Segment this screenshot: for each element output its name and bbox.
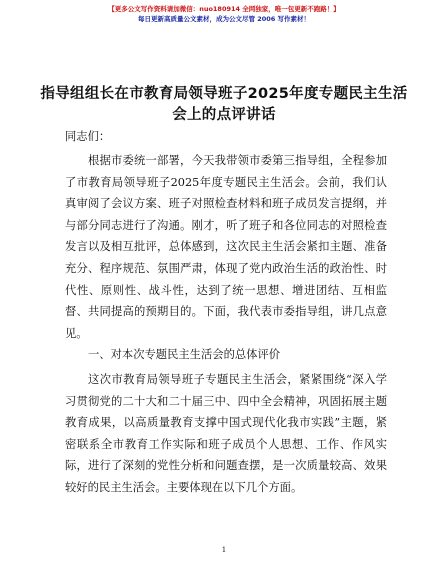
promo-banner-line-2: 每日更新高质量公文素材，成为公文尽管 2006 写作素材！ [137, 15, 311, 23]
paragraph-text: 根据市委统一部署，今天我带领市委第三指导组，全程参加了市教育局领导班子2025年度专题民主生活会。会前，我们认真审阅了会议方案、班子对照检查材料和班子成员发言提纲，并与部分同志进行了沟通。刚才，听了班子和各位同志的对照检查发言以及相互批评，总体感到，这次民主生活会紧扣主题、准备充分、程序规范、氛围严肃，体现了党内政治生活的政治性、时代性、原则性、战斗性，达到了统一思想、增进团结、互相监督、共同提高的预期目的。下面，我代表市委指导组，讲几点意见。 [65, 154, 387, 340]
salutation: 同志们： [65, 130, 111, 143]
paragraph-text: 这次市教育局领导班子专题民主生活会，紧紧围绕“深入学习贯彻党的二十大和二十届三中、四中全会精神，巩固拓展主题教育成果，以高质量教育支撑中国式现代化我市实践”主题，紧密联系全市教育工作实际和班子成员个人思想、工作、作风实际，进行了深刻的党性分析和问题查摆，是一次质量较高、效果较好的民主生活会。主要体现在以下几个方面。 [65, 373, 387, 494]
promo-banner [0, 4, 448, 24]
body-paragraph-2 [65, 369, 387, 499]
promo-banner-line-1: 【更多公文写作资料请加微信：nuo180914 全网独家，唯一包更新不跑路！】 [108, 5, 340, 13]
document-title: 指导组组长在市教育局领导班子2025年度专题民主生活会上的点评讲话 [40, 86, 408, 123]
page-number: 1 [221, 546, 227, 554]
section-heading-1: 一、对本次专题民主生活会的总体评价 [88, 348, 281, 361]
body-paragraph-1 [65, 150, 387, 344]
